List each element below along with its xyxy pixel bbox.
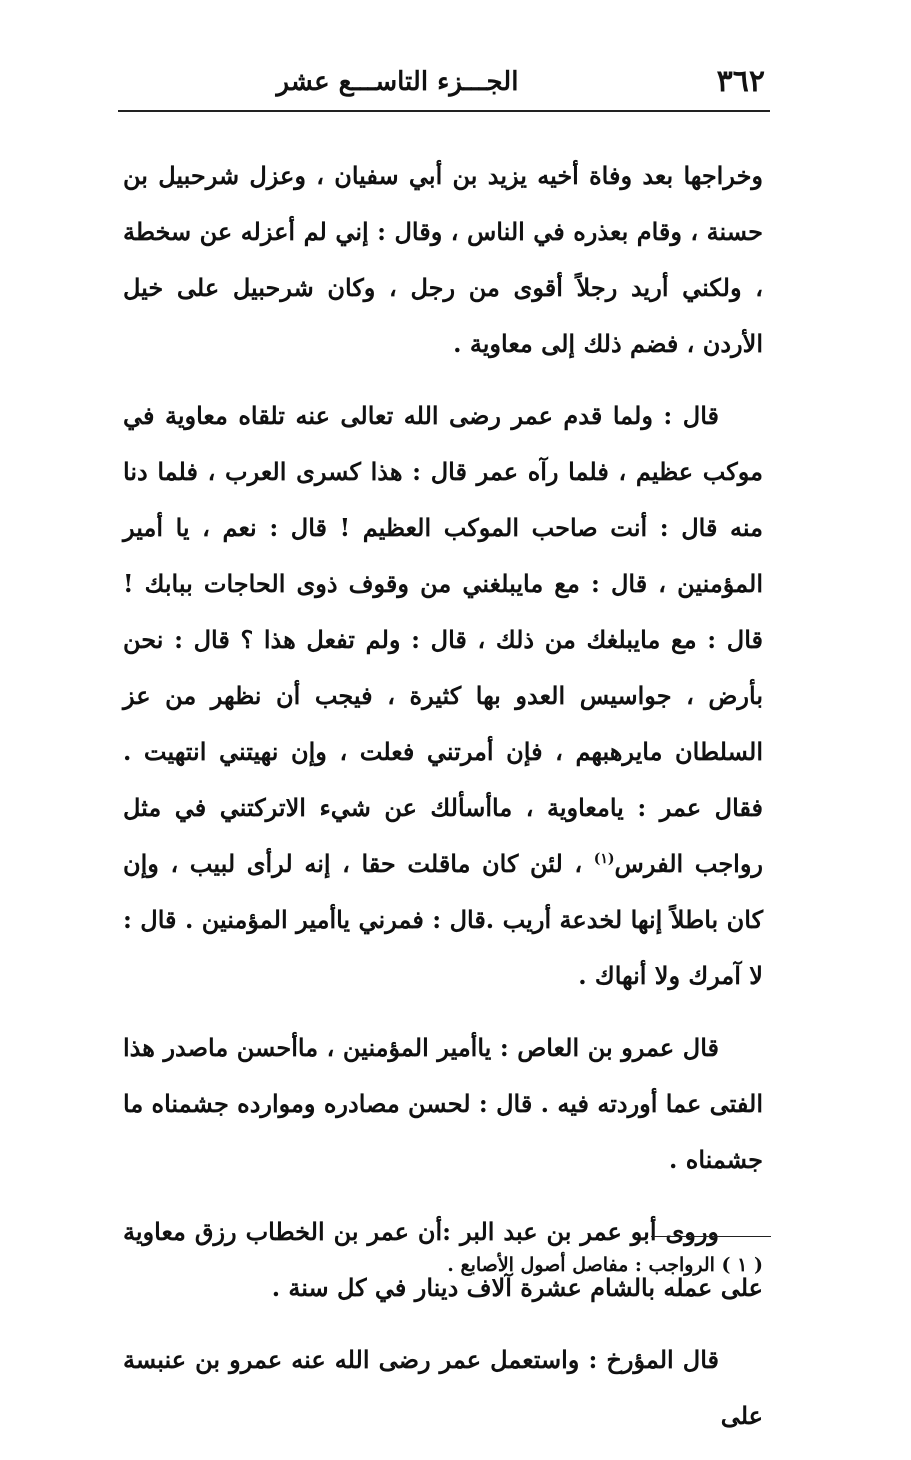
paragraph (123, 388, 763, 1004)
paragraph: وروى أبو عمر بن عبد البر :أن عمر بن الخطاب رزق معاوية على عمله بالشام عشرة آلاف دينار في كل سنة . (123, 1217, 763, 1302)
paragraph: قال المؤرخ : واستعمل عمر رضى الله عنه عمرو بن عنبسة على (123, 1345, 763, 1430)
paragraph-text: قال : ولما قدم عمر رضى الله تعالى عنه تلقاه معاوية في موكب عظيم ، فلما رآه عمر قال : هذا كسرى العرب ، فلما دنا منه قال : أنت صاحب الموكب العظيم ! قال : نعم ، يا أمير المؤمنين ، قال : مع مايبلغني من وقوف ذوى الحاجات ببابك ! قال : مع مايبلغك من ذلك ، قال : ولم تفعل هذا ؟ قال : نحن بأرض ، جواسيس العدو بها كثيرة ، فيجب أن نظهر من عز السلطان مايرهبهم ، فإن أمرتني فعلت ، وإن نهيتني انتهيت . فقال عمر : يامعاوية ، ماأسألك عن شيء الاتركتني في مثل رواجب الفرس (123, 401, 764, 878)
footnote-rule (651, 1236, 771, 1237)
footnote: ( ١ ) الرواجب : مفاصل أصول الأصابع . (447, 1254, 763, 1276)
header-rule (118, 110, 770, 112)
running-title: الجـــزء التاســـع عشر (276, 67, 519, 97)
paragraph: قال عمرو بن العاص : ياأمير المؤمنين ، ماأحسن ماصدر هذا الفتى عما أوردته فيه . قال : لحسن مصادره وموارده جشمناه ما جشمناه . (123, 1033, 763, 1174)
paragraph: وخراجها بعد وفاة أخيه يزيد بن أبي سفيان ، وعزل شرحبيل بن حسنة ، وقام بعذره في الناس ، وقال : إني لم أعزله عن سخطة ، ولكني أريد رجلاً أقوى من رجل ، وكان شرحبيل على خيل الأردن ، فضم ذلك إلى معاوية . (123, 161, 763, 358)
page-header (120, 62, 765, 102)
page-number: ٣٦٢ (716, 64, 765, 99)
paragraph-text: ، لئن كان ماقلت حقا ، إنه لرأى لبيب ، وإن كان باطلاً إنها لخدعة أريب .قال : فمرني ياأمير المؤمنين . قال : لا آمرك ولا أنهاك . (123, 849, 763, 990)
footnote-reference: (١) (593, 851, 615, 867)
